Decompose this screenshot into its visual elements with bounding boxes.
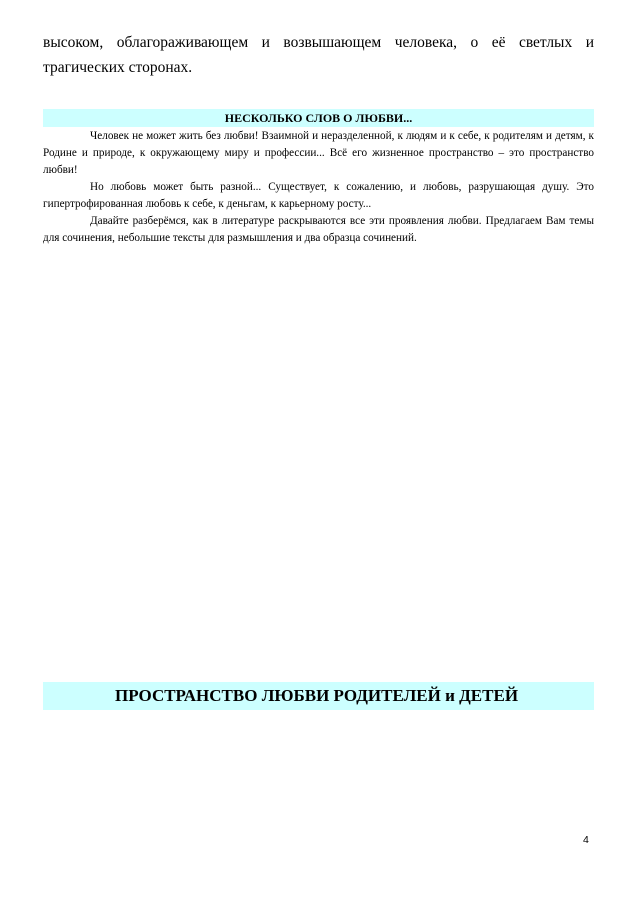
body-paragraph-2: Но любовь может быть разной... Существует, к сожалению, и любовь, разрушающая душу. Это гипертрофированная любовь к себе, к деньгам, к карьерному росту... xyxy=(43,181,594,210)
chapter-heading: ПРОСТРАНСТВО ЛЮБВИ РОДИТЕЛЕЙ и ДЕТЕЙ xyxy=(43,682,594,710)
body-paragraph-3: Давайте разберёмся, как в литературе раскрываются все эти проявления любви. Предлагаем Вам темы для сочинения, небольшие тексты для размышления и два образца сочинений. xyxy=(43,215,594,244)
section-body xyxy=(43,128,594,247)
intro-paragraph: высоком, облагораживающем и возвышающем человека, о её светлых и трагических сторонах. xyxy=(43,34,594,76)
body-paragraph-1: Человек не может жить без любви! Взаимной и неразделенной, к людям и к себе, к родителям и детям, к Родине и природе, к окружающему миру и профессии... Всё его жизненное пространство – это пространство любви! xyxy=(43,130,594,176)
section-heading: НЕСКОЛЬКО СЛОВ О ЛЮБВИ... xyxy=(43,109,594,127)
page-number: 4 xyxy=(583,834,589,846)
